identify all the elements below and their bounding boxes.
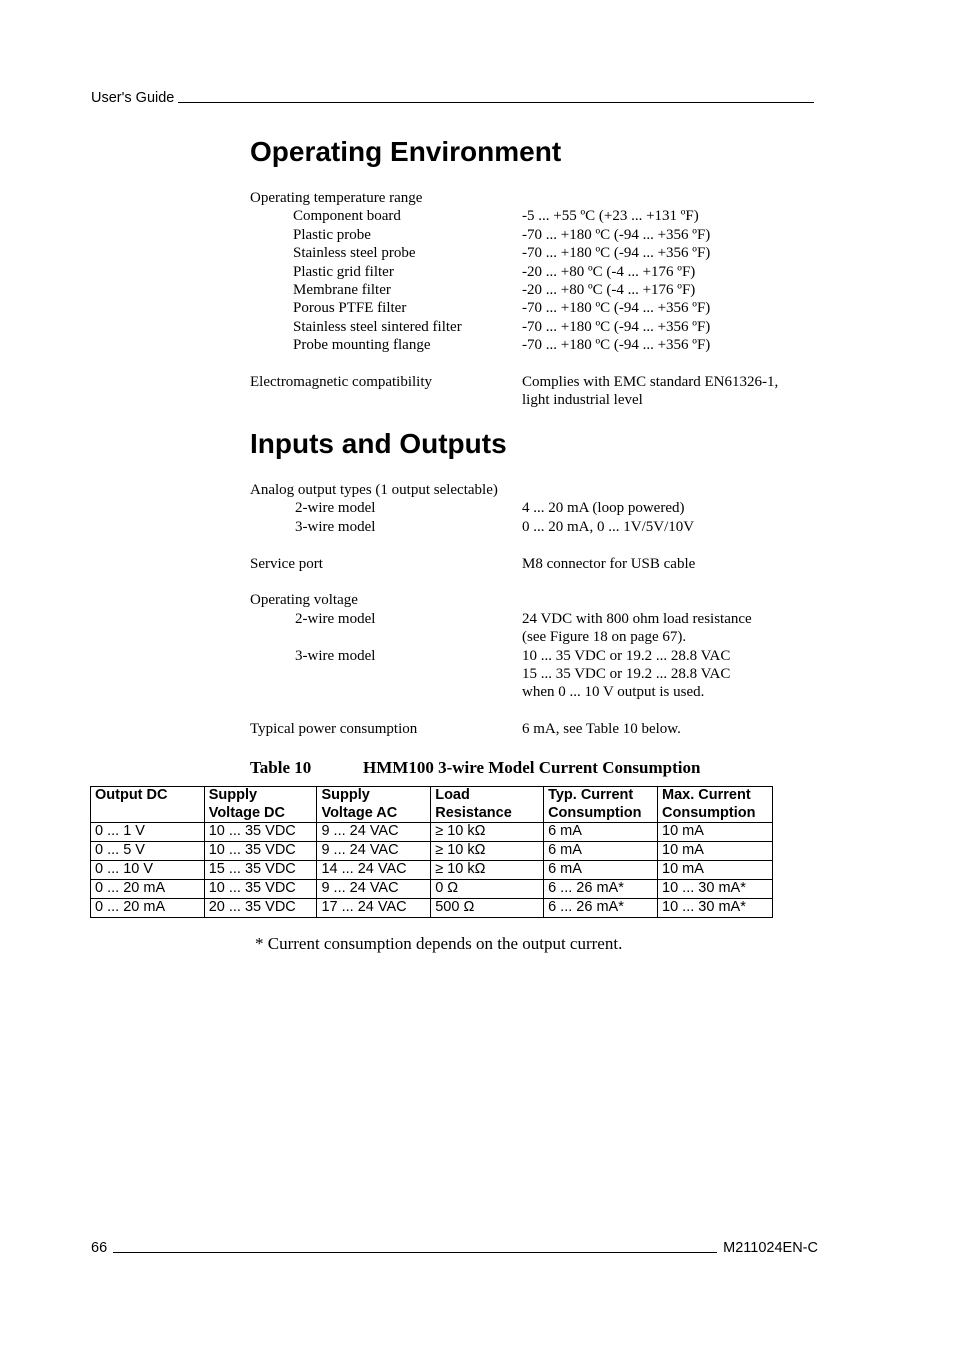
spec-row — [250, 373, 810, 391]
spec-label: Service port — [250, 555, 323, 572]
spec-label: Stainless steel probe — [293, 245, 416, 262]
table-cell: 14 ... 24 VAC — [317, 861, 431, 880]
spec-label: Stainless steel sintered filter — [293, 318, 462, 335]
spec-row — [250, 518, 810, 536]
table-cell: 0 ... 1 V — [91, 823, 205, 842]
table-cell: 20 ... 35 VDC — [204, 899, 317, 918]
table-cell: ≥ 10 kΩ — [431, 861, 544, 880]
spec-row — [250, 683, 810, 701]
table-cell: 500 Ω — [431, 899, 544, 918]
spec-label: 3-wire model — [295, 518, 376, 535]
header-rule — [178, 102, 814, 103]
column-header: Output DC — [91, 787, 205, 823]
spec-row — [250, 647, 810, 665]
spec-label: 2-wire model — [295, 500, 376, 517]
spec-label: Porous PTFE filter — [293, 300, 407, 317]
column-header: Max. Current Consumption — [658, 787, 773, 823]
page-number: 66 — [91, 1240, 108, 1256]
spec-value: 24 VDC with 800 ohm load resistance — [522, 610, 752, 627]
spec-value: 0 ... 20 mA, 0 ... 1V/5V/10V — [522, 518, 695, 535]
table-cell: 10 ... 35 VDC — [204, 842, 317, 861]
spec-value: 4 ... 20 mA (loop powered) — [522, 500, 685, 517]
spec-value: -5 ... +55 ºC (+23 ... +131 ºF) — [522, 208, 699, 225]
spec-label: Operating temperature range — [250, 190, 423, 206]
table-cell: ≥ 10 kΩ — [431, 823, 544, 842]
table-cell: 0 ... 20 mA — [91, 880, 205, 899]
table-row — [91, 880, 773, 899]
spec-label: Probe mounting flange — [293, 337, 431, 354]
spec-row — [250, 189, 810, 207]
spec-row — [250, 665, 810, 683]
table-cell: 10 mA — [658, 861, 773, 880]
spec-label: Electromagnetic compatibility — [250, 374, 433, 391]
column-header: Supply Voltage AC — [317, 787, 431, 823]
table-cell: 9 ... 24 VAC — [317, 880, 431, 899]
spec-label: Operating voltage — [250, 592, 358, 609]
spec-row — [250, 244, 810, 262]
table-cell: 9 ... 24 VAC — [317, 823, 431, 842]
column-header: Supply Voltage DC — [204, 787, 317, 823]
column-header: Load Resistance — [431, 787, 544, 823]
spec-value: light industrial level — [522, 392, 643, 409]
spec-row — [250, 591, 810, 609]
spec-value: M8 connector for USB cable — [522, 555, 696, 572]
heading-operating-environment: Operating Environment — [250, 136, 562, 167]
spec-label: Membrane filter — [293, 282, 391, 299]
heading-inputs-outputs: Inputs and Outputs — [250, 428, 507, 459]
spec-label: 3-wire model — [295, 647, 376, 664]
table-cell: 10 ... 30 mA* — [658, 899, 773, 918]
spec-row — [250, 207, 810, 225]
table-header-row — [91, 787, 773, 823]
spec-row — [250, 499, 810, 517]
table-row — [91, 899, 773, 918]
table-cell: 6 ... 26 mA* — [544, 880, 658, 899]
table-cell: 10 mA — [658, 842, 773, 861]
operating-environment-specs — [250, 189, 810, 410]
spec-value: 10 ... 35 VDC or 19.2 ... 28.8 VAC — [522, 647, 731, 664]
table-cell: 17 ... 24 VAC — [317, 899, 431, 918]
spec-row — [250, 555, 810, 573]
spec-row — [250, 263, 810, 281]
spec-row — [250, 720, 810, 738]
page-header — [91, 90, 814, 106]
table-cell: 6 mA — [544, 823, 658, 842]
spec-label: Typical power consumption — [250, 721, 418, 738]
table-cell: 0 Ω — [431, 880, 544, 899]
spec-label: Component board — [293, 208, 401, 225]
table-caption-title: HMM100 3-wire Model Current Consumption — [363, 758, 701, 777]
spec-row — [250, 226, 810, 244]
table-cell: ≥ 10 kΩ — [431, 842, 544, 861]
spec-row — [250, 481, 810, 499]
spec-value: -70 ... +180 ºC (-94 ... +356 ºF) — [522, 226, 711, 243]
spec-value: when 0 ... 10 V output is used. — [522, 684, 705, 701]
table-cell: 0 ... 20 mA — [91, 899, 205, 918]
spec-value: -70 ... +180 ºC (-94 ... +356 ºF) — [522, 337, 711, 354]
spec-value: 15 ... 35 VDC or 19.2 ... 28.8 VAC — [522, 666, 731, 683]
spec-label: Analog output types (1 output selectable) — [250, 482, 498, 498]
spec-row — [250, 299, 810, 317]
table-cell: 0 ... 10 V — [91, 861, 205, 880]
table-cell: 6 mA — [544, 842, 658, 861]
table-cell: 0 ... 5 V — [91, 842, 205, 861]
document-code: M211024EN-C — [723, 1240, 818, 1256]
table-cell: 10 mA — [658, 823, 773, 842]
table-caption — [250, 758, 700, 778]
spec-value: 6 mA, see Table 10 below. — [522, 721, 681, 738]
footer-rule — [113, 1252, 717, 1253]
spec-row — [250, 391, 810, 409]
table-cell: 6 ... 26 mA* — [544, 899, 658, 918]
table-cell: 9 ... 24 VAC — [317, 842, 431, 861]
table-cell: 15 ... 35 VDC — [204, 861, 317, 880]
column-header: Typ. Current Consumption — [544, 787, 658, 823]
spec-row — [250, 628, 810, 646]
spec-value: -20 ... +80 ºC (-4 ... +176 ºF) — [522, 282, 696, 299]
spec-label: 2-wire model — [295, 610, 376, 627]
spec-value: -70 ... +180 ºC (-94 ... +356 ºF) — [522, 245, 711, 262]
table-cell: 10 ... 35 VDC — [204, 823, 317, 842]
header-title: User's Guide — [91, 90, 175, 106]
table-row — [91, 842, 773, 861]
table-cell: 10 ... 30 mA* — [658, 880, 773, 899]
spec-value: (see Figure 18 on page 67). — [522, 629, 687, 646]
table-row — [91, 823, 773, 842]
spec-row — [250, 336, 810, 354]
page-footer — [91, 1240, 818, 1256]
table-row — [91, 861, 773, 880]
spec-row — [250, 318, 810, 336]
spec-label: Plastic probe — [293, 226, 371, 243]
inputs-outputs-specs — [250, 481, 810, 739]
table-footnote: * Current consumption depends on the output current. — [255, 934, 623, 953]
spec-row — [250, 281, 810, 299]
spec-row — [250, 610, 810, 628]
spec-label: Plastic grid filter — [293, 263, 394, 280]
spec-value: Complies with EMC standard EN61326-1, — [522, 374, 779, 391]
table-cell: 6 mA — [544, 861, 658, 880]
table-cell: 10 ... 35 VDC — [204, 880, 317, 899]
current-consumption-table — [90, 786, 773, 918]
spec-value: -20 ... +80 ºC (-4 ... +176 ºF) — [522, 263, 696, 280]
spec-value: -70 ... +180 ºC (-94 ... +356 ºF) — [522, 300, 711, 317]
spec-value: -70 ... +180 ºC (-94 ... +356 ºF) — [522, 318, 711, 335]
table-caption-number: Table 10 — [250, 758, 312, 777]
